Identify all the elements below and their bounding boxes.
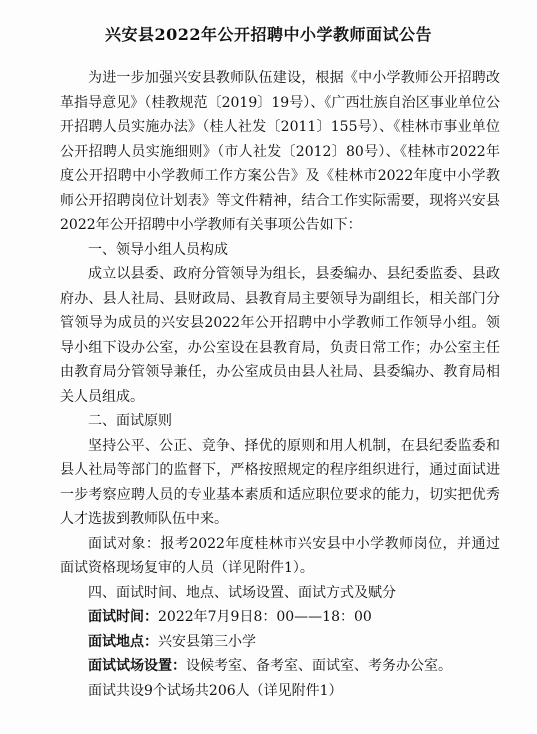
time-value: 2022年7月9日8：00——18：00 — [158, 609, 372, 625]
notice-body — [60, 66, 500, 703]
time-label: 面试时间： — [88, 609, 158, 625]
interview-time — [60, 605, 500, 630]
section1-text: 成立以县委、政府分管领导为组长，县委编办、县纪委监委、县政府办、县人社局、县财政局、县教育局主要领导为副组长，相关部门分管领导为成员的兴安县2022年公开招聘中小学教师工作领导小组。领导小组下设办公室，办公室设在县教育局，负责日常工作；办公室主任由教育局分管领导兼任，办公室成员由县人社局、县委编办、教育局相关人员组成。 — [60, 266, 500, 405]
rooms-value: 设候考室、备考室、面试室、考务办公室。 — [186, 658, 452, 674]
section2-text: 坚持公平、公正、竞争、择优的原则和用人机制，在县纪委监委和县人社局等部门的监督下，严格按照规定的程序组织进行，通过面试进一步考察应聘人员的专业基本素质和适应职位要求的能力，切实把优秀人才选拔到教师队伍中来。 — [60, 437, 500, 527]
interview-rooms — [60, 654, 500, 679]
section4-heading: 四、面试时间、地点、试场设置、面试方式及赋分 — [88, 584, 396, 601]
page-title: 兴安县2022年公开招聘中小学教师面试公告 — [104, 25, 433, 44]
section2-heading: 二、面试原则 — [88, 413, 172, 429]
interview-place — [60, 630, 500, 655]
section1-heading: 一、领导小组人员构成 — [88, 241, 228, 258]
place-label: 面试地点： — [88, 633, 158, 650]
rooms-label: 面试试场设置： — [88, 658, 186, 674]
interview-target: 面试对象：报考2022年度桂林市兴安县中小学教师岗位，并通过面试资格现场复审的人员（详见附件1）。 — [60, 535, 500, 576]
interview-count: 面试共设9个试场共206人（详见附件1） — [88, 682, 343, 699]
intro-paragraph: 为进一步加强兴安县教师队伍建设，根据《中小学教师公开招聘改革指导意见》（桂教规范〔2019〕19号）、《广西壮族自治区事业单位公开招聘人员实施办法》（桂人社发〔2011〕155号）、《桂林市事业单位公开招聘人员实施细则》（市人社发〔2012〕80号）、《桂林市2022年度公开招聘中小学教师工作方案公告》及《桂林市2022年度中小学教师公开招聘岗位计划表》等文件精神，结合工作实际需要，现将兴安县2022年公开招聘中小学教师有关事项公告如下： — [60, 70, 500, 233]
place-value: 兴安县第三小学 — [158, 633, 256, 650]
